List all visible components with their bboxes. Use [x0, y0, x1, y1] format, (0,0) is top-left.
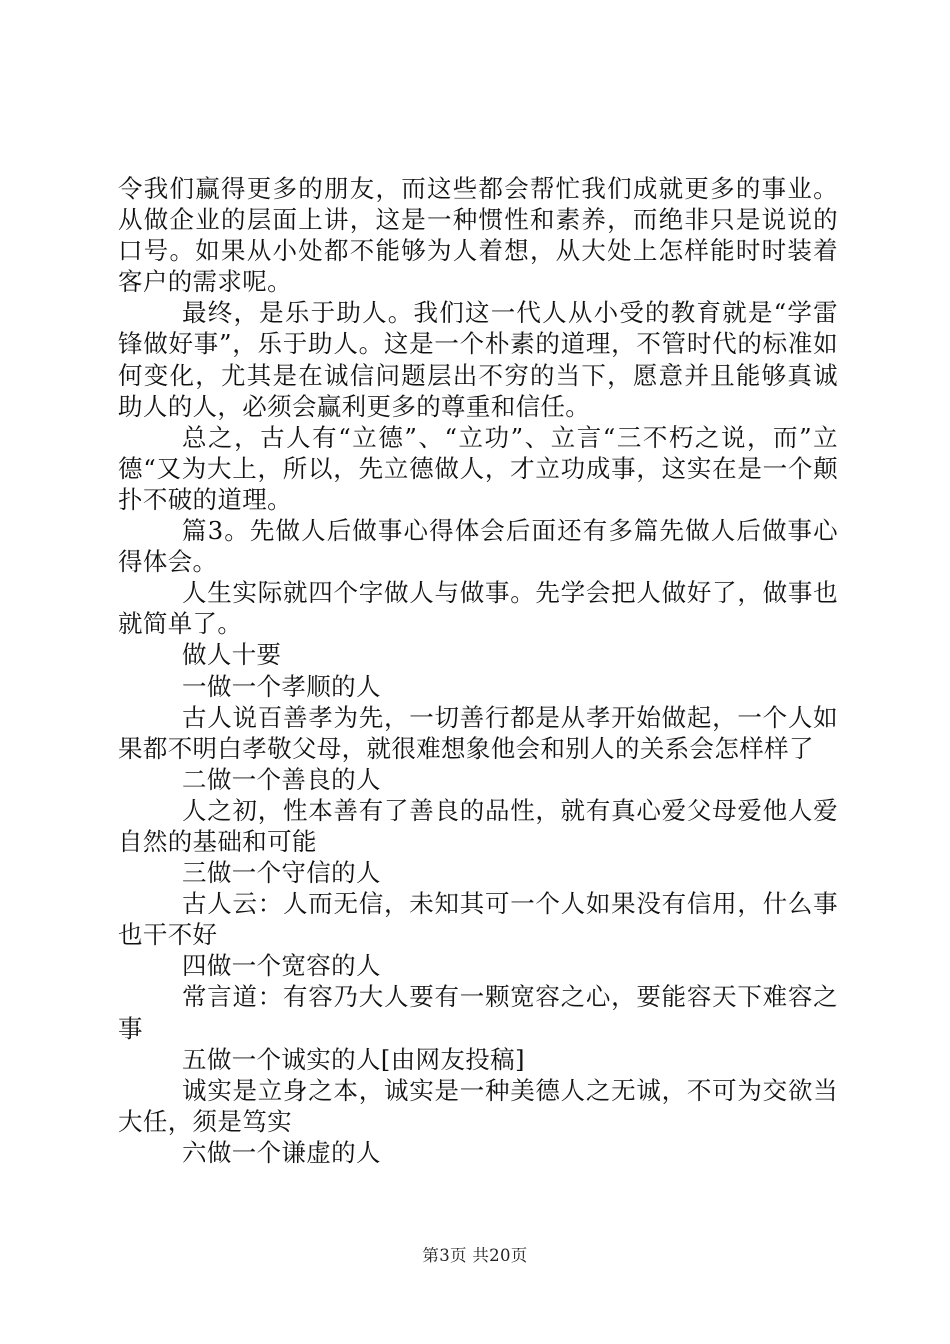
paragraph: 令我们赢得更多的朋友，而这些都会帮忙我们成就更多的事业。从做企业的层面上讲，这是一种惯性和素养，而绝非只是说说的口号。如果从小处都不能够为人着想，从大处上怎样能时时装着客户的需求呢。	[118, 174, 838, 297]
page-footer	[0, 1242, 950, 1266]
paragraph: 诚实是立身之本，诚实是一种美德人之无诚，不可为交欲当大任，须是笃实	[118, 1075, 838, 1136]
list-item-heading: 四做一个宽容的人	[182, 951, 381, 981]
list-item-heading: 三做一个守信的人	[182, 858, 381, 888]
paragraph: 古人云：人而无信，未知其可一个人如果没有信用，什么事也干不好	[118, 889, 838, 950]
paragraph: 古人说百善孝为先，一切善行都是从孝开始做起，一个人如果都不明白孝敬父母，就很难想象他会和别人的关系会怎样样了	[118, 702, 838, 763]
paragraph: 总之，古人有“立德”、“立功”、立言“三不朽之说，而”立德“又为大上，所以，先立德做人，才立功成事，这实在是一个颠扑不破的道理。	[118, 422, 838, 514]
list-item-heading: 一做一个孝顺的人	[182, 671, 381, 701]
page-number: 第3页 共20页	[422, 1246, 528, 1265]
paragraph: 人之初，性本善有了善良的品性，就有真心爱父母爱他人爱自然的基础和可能	[118, 795, 838, 856]
paragraph: 篇3。先做人后做事心得体会后面还有多篇先做人后做事心得体会。	[118, 516, 838, 577]
paragraph: 人生实际就四个字做人与做事。先学会把人做好了，做事也就简单了。	[118, 578, 838, 639]
document-body	[118, 173, 838, 1168]
list-item-heading: 五做一个诚实的人[由网友投稿]	[182, 1044, 525, 1074]
paragraph: 最终，是乐于助人。我们这一代人从小受的教育就是“学雷锋做好事”，乐于助人。这是一个朴素的道理，不管时代的标准如何变化，尤其是在诚信问题层出不穷的当下，愿意并且能够真诚助人的人，必须会赢利更多的尊重和信任。	[118, 298, 838, 421]
section-heading: 做人十要	[182, 640, 282, 670]
list-item-heading: 二做一个善良的人	[182, 764, 381, 794]
list-item-heading: 六做一个谦虚的人	[182, 1137, 381, 1167]
paragraph: 常言道：有容乃大人要有一颗宽容之心，要能容天下难容之事	[118, 982, 838, 1043]
